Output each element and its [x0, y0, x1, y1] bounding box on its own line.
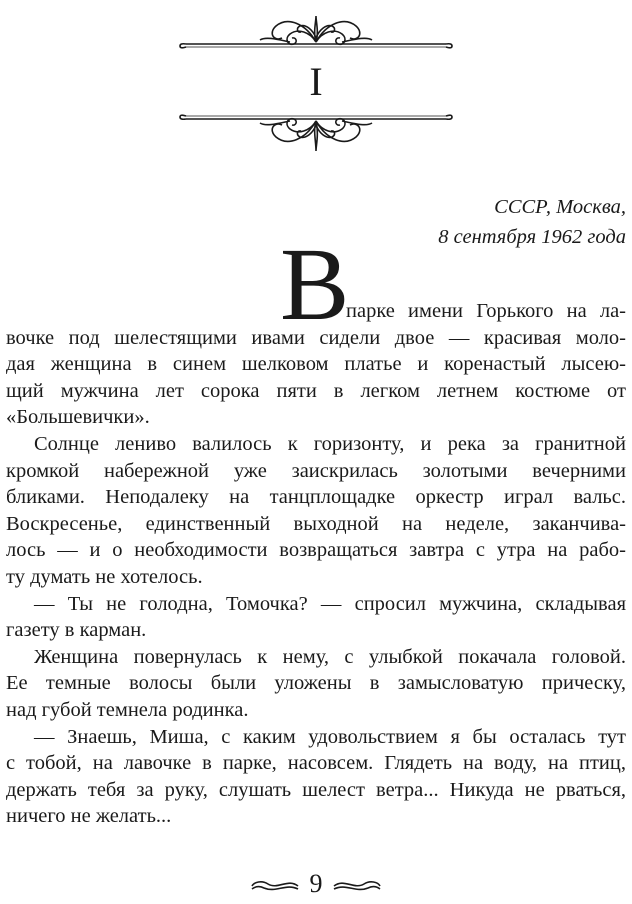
text-line: дая женщина в синем шелковом платье и коренастый лысею-: [6, 353, 626, 376]
bottom-flourish-ornament: [0, 108, 632, 158]
text-line: ту думать не хотелось.: [6, 565, 203, 588]
dateline-place: СССР, Москва,: [494, 196, 626, 218]
text-line: — Знаешь, Миша, с каким удовольствием я бы осталась тут: [34, 725, 626, 748]
text-line: кромкой набережной уже заискрилась золотыми вечерними: [6, 459, 626, 482]
text-line: Солнце лениво валилось к горизонту, и река за гранитной: [34, 432, 626, 455]
body-text: [6, 298, 626, 830]
top-flourish-ornament: [0, 8, 632, 52]
dateline-date: 8 сентября 1962 года: [438, 226, 626, 248]
text-line: Ее темные волосы были уложены в замысловатую прическу,: [6, 672, 626, 695]
dateline: [438, 192, 626, 252]
page-number: 9: [309, 869, 323, 898]
text-line: газету в карман.: [6, 619, 147, 642]
text-line: парке имени Горького на ла-: [346, 300, 626, 322]
text-line: держать тебя за руку, слушать шелест ветра... Никуда не рваться,: [6, 778, 626, 801]
text-line: бликами. Неподалеку на танцплощадке оркестр играл вальс.: [6, 486, 626, 509]
text-line: над губой темнела родинка.: [6, 698, 249, 721]
text-line: вочке под шелестящими ивами сидели двое — красивая моло-: [6, 326, 626, 349]
text-line: с тобой, на лавочке в парке, насовсем. Глядеть на воду, на птиц,: [6, 752, 626, 775]
text-line: Женщина повернулась к нему, с улыбкой покачала головой.: [34, 645, 626, 668]
text-line: лось — и о необходимости возвращаться завтра с утра на рабо-: [6, 539, 626, 562]
drop-cap: В: [280, 227, 350, 342]
text-line: Воскресенье, единственный выходной на неделе, заканчива-: [6, 512, 626, 535]
chapter-number: I: [309, 59, 323, 104]
text-line: «Большевички».: [6, 406, 150, 429]
text-line: ничего не желать...: [6, 805, 172, 828]
text-line: щий мужчина лет сорока пяти в легком летнем костюме от: [6, 379, 626, 402]
text-line: — Ты не голодна, Томочка? — спросил мужчина, складывая: [34, 592, 626, 615]
page-footer: [0, 868, 632, 900]
